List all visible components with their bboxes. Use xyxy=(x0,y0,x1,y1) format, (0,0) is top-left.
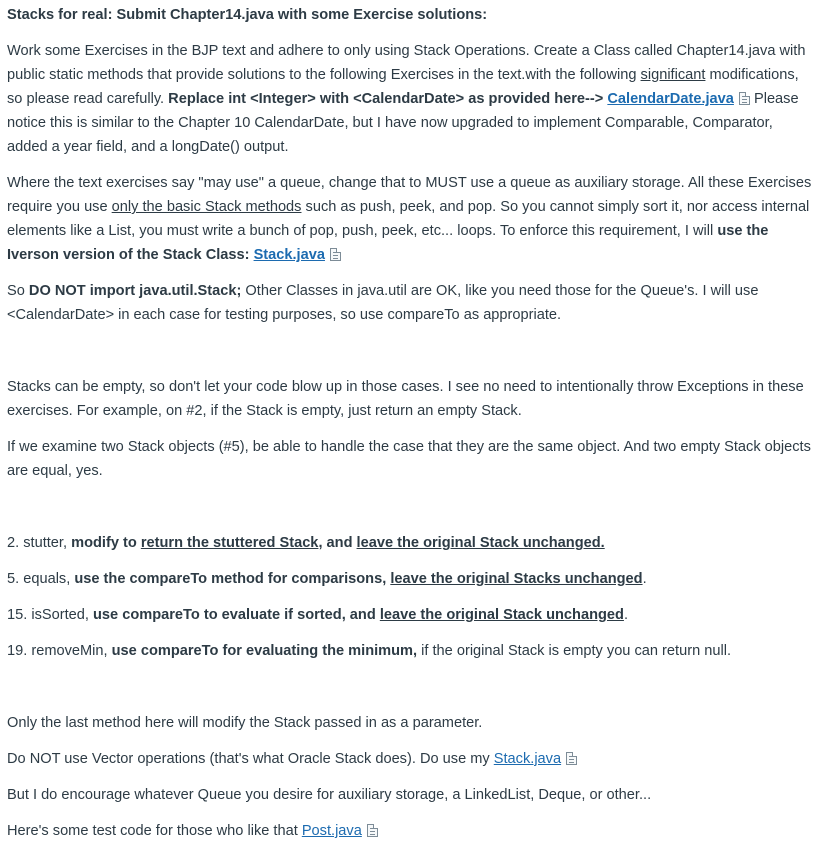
calendardate-link[interactable]: CalendarDate.java xyxy=(607,91,734,107)
queue-note-paragraph: But I do encourage whatever Queue you desire for auxiliary storage, a LinkedList, Deque, or other... xyxy=(7,787,652,803)
exercise-19: 19. removeMin, use compareTo for evaluating the minimum, if the original Stack is empty you can return null. xyxy=(7,643,732,659)
only-last-paragraph: Only the last method here will modify the Stack passed in as a parameter. xyxy=(7,715,483,731)
stack-link-2[interactable]: Stack.java xyxy=(493,751,562,767)
post-link[interactable]: Post.java xyxy=(301,823,362,839)
exercise-2: 2. stutter, modify to return the stuttered Stack, and leave the original Stack unchanged. xyxy=(7,535,605,551)
exercise-5: 5. equals, use the compareTo method for comparisons, leave the original Stacks unchanged. xyxy=(7,571,647,587)
file-preview-icon[interactable] xyxy=(566,752,577,765)
intro-paragraph: Work some Exercises in the BJP text and adhere to only using Stack Operations. Create a Class called Chapter14.java with public static methods that provide solutions to the following Exercises in the text.with the following significant modifications, so please read carefully. Replace int <Integer> with <CalendarDate> as provided here--> CalendarDate.java Please notice this is similar to the Chapter 10 CalendarDate, but I have now upgraded to implement Comparable, Comparator, added a year field, and a longDate() output. xyxy=(7,43,806,155)
file-preview-icon[interactable] xyxy=(330,248,341,261)
empty-stack-paragraph: Stacks can be empty, so don't let your code blow up in those cases. I see no need to intentionally throw Exceptions in these exercises. For example, on #2, if the Stack is empty, just return an empty Stack. xyxy=(7,379,804,419)
equal-stack-paragraph: If we examine two Stack objects (#5), be able to handle the case that they are the same object. And two empty Stack objects are equal, yes. xyxy=(7,439,811,479)
page-title xyxy=(7,3,815,27)
file-preview-icon[interactable] xyxy=(739,92,750,105)
page-title-text: Stacks for real: Submit Chapter14.java with some Exercise solutions: xyxy=(7,7,488,23)
import-paragraph: So DO NOT import java.util.Stack; Other Classes in java.util are OK, like you need those for the Queue's. I will use <CalendarDate> in each case for testing purposes, so use compareTo as appropriate. xyxy=(7,283,759,323)
test-code-paragraph: Here's some test code for those who like that Post.java xyxy=(7,819,815,843)
exercise-15: 15. isSorted, use compareTo to evaluate if sorted, and leave the original Stack unchanged. xyxy=(7,607,628,623)
file-preview-icon[interactable] xyxy=(367,824,378,837)
queue-paragraph: Where the text exercises say "may use" a queue, change that to MUST use a queue as auxiliary storage. All these Exercises require you use only the basic Stack methods such as push, peek, and pop. So you cannot simply sort it, nor access internal elements like a List, you must write a bunch of pop, push, peek, etc... loops. To enforce this requirement, I will use the Iverson version of the Stack Class: Stack.java xyxy=(7,175,812,263)
vector-paragraph: Do NOT use Vector operations (that's what Oracle Stack does). Do use my Stack.java xyxy=(7,747,815,771)
stack-link[interactable]: Stack.java xyxy=(253,247,325,263)
